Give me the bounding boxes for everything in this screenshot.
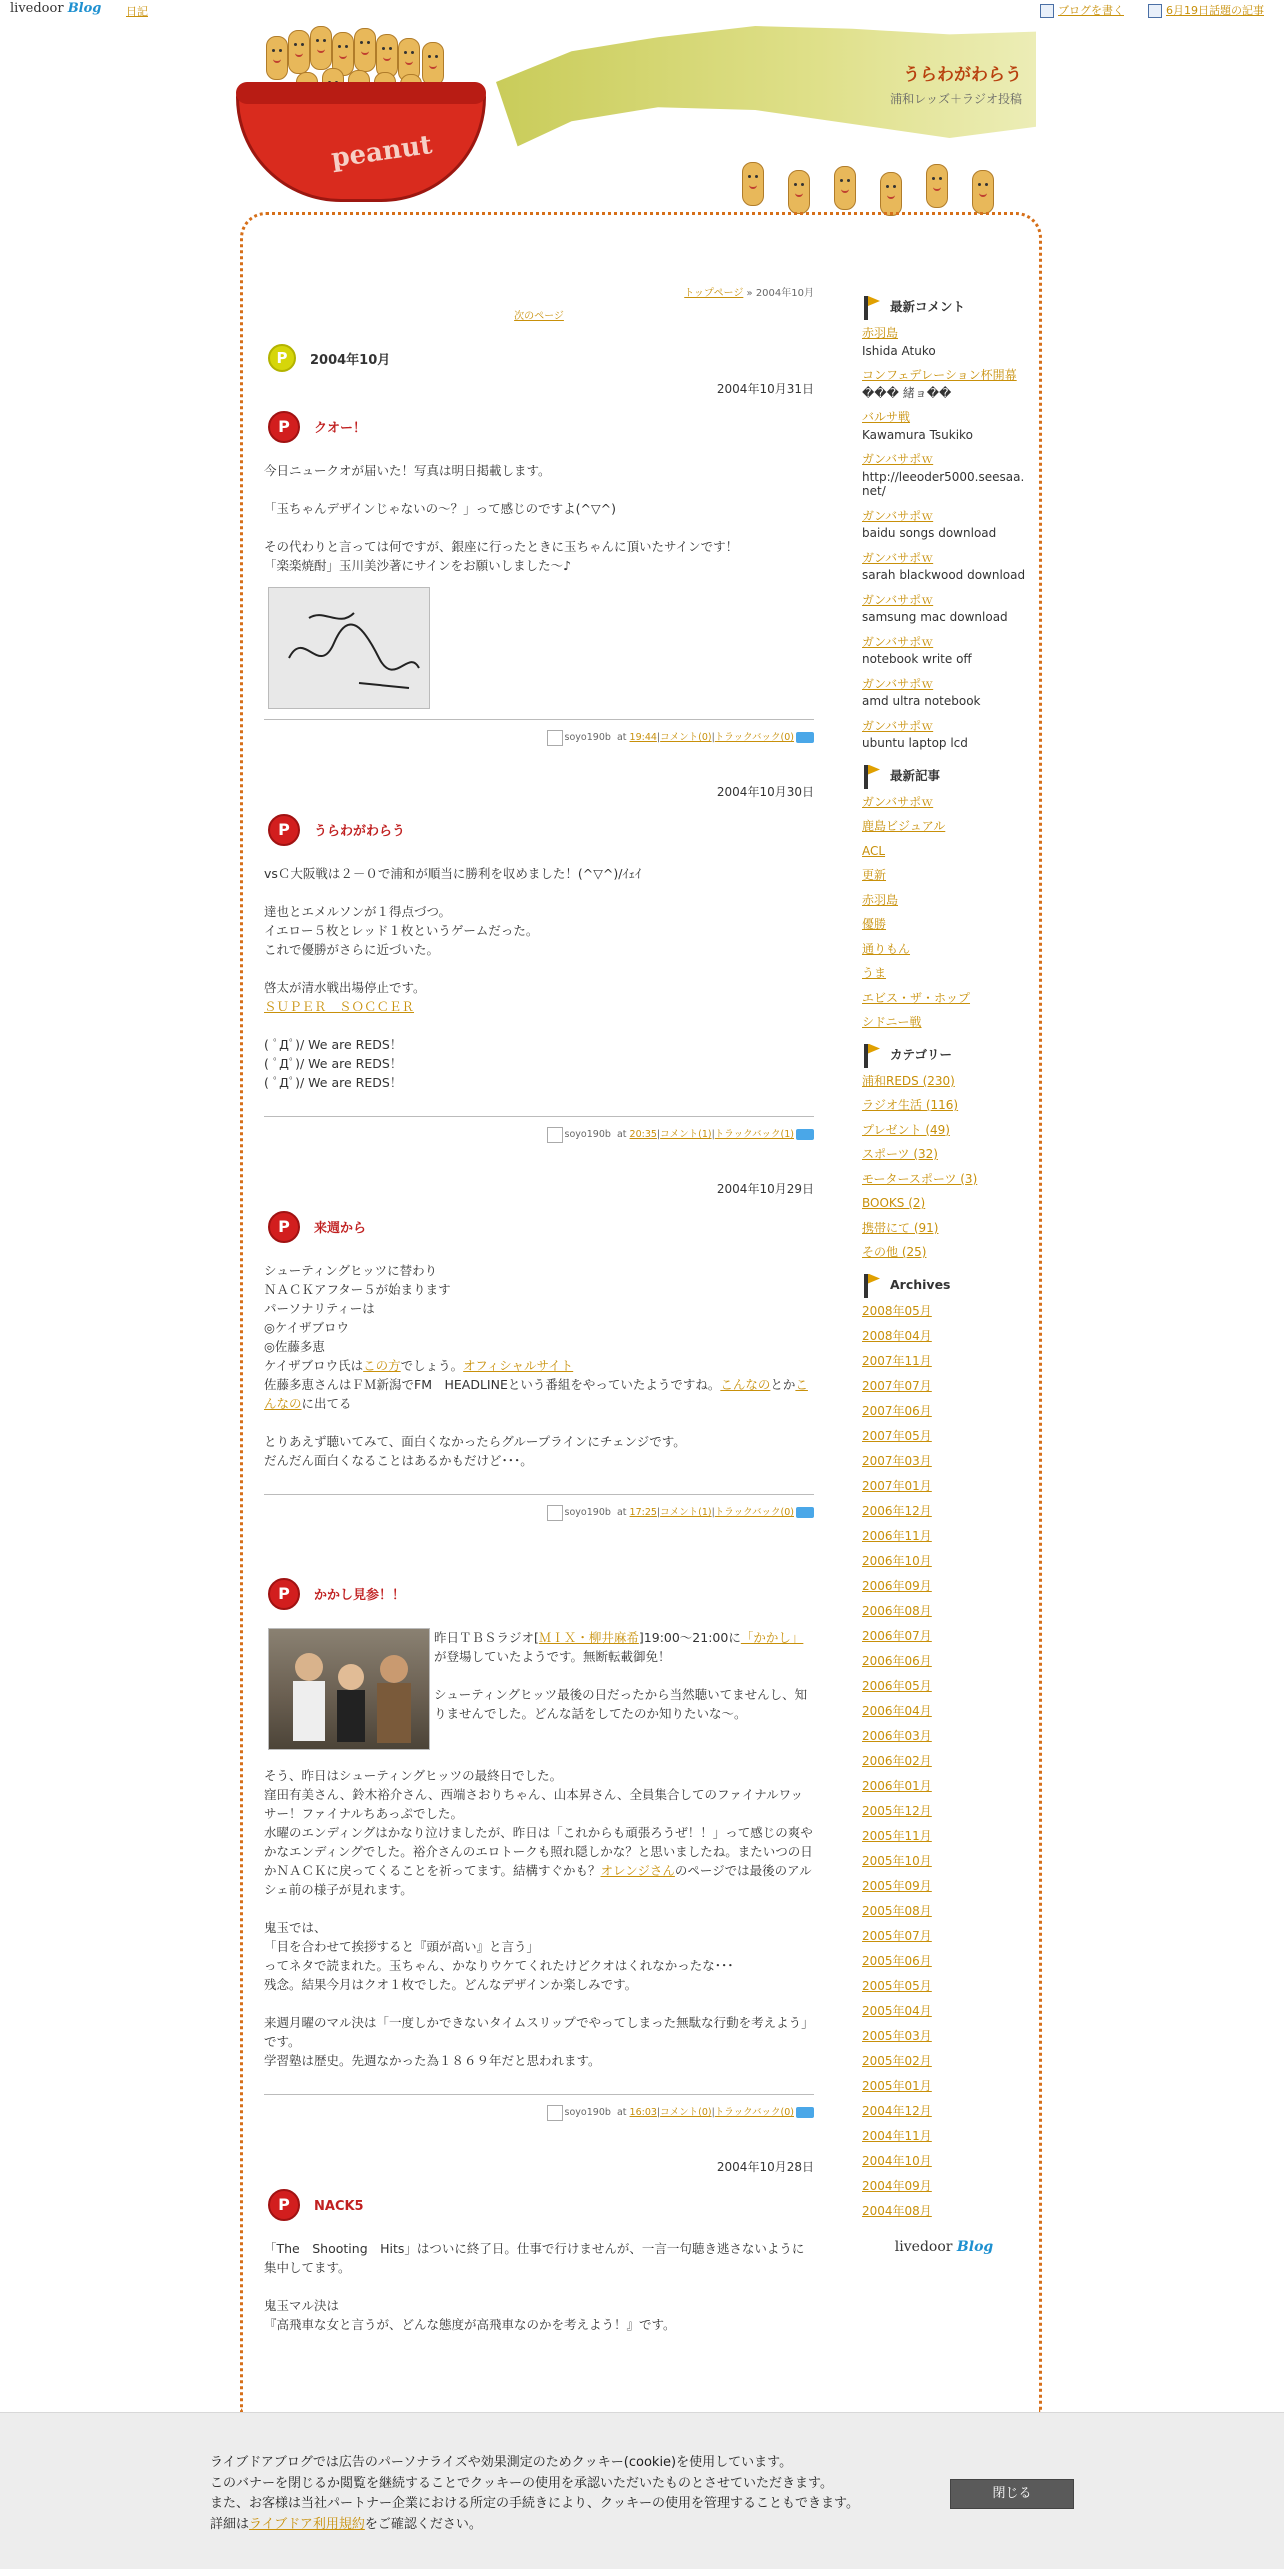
logo-text: livedoor (894, 2239, 953, 2255)
recent-comment-article-link[interactable]: バルサ戦 (862, 410, 911, 424)
categories-section (862, 1044, 1026, 1260)
post-text: ( ﾟДﾟ)/ We are REDS！ ( ﾟДﾟ)/ We are REDS！ ( ﾟДﾟ)/ We are REDS！ (264, 1037, 403, 1090)
autograph-signature-image (269, 588, 429, 708)
like-this-link[interactable]: こんなの (720, 1377, 771, 1392)
post-body: 今日ニュークオが届いた！写真は明日掲載します。 「玉ちゃんデザインじゃないの～？」って感じのですよ(^▽^) その代わりと言っては何ですが、銀座に行ったときに玉ちゃんに頂いたサインです！ 「楽楽焼酎」玉川美沙著にサインをお願いしました～♪ (264, 463, 739, 573)
recent-comment-article-link[interactable]: 赤羽島 (862, 326, 899, 340)
post-time-link[interactable]: 16:03 (629, 2107, 657, 2118)
recent-comment-article-link[interactable]: ガンバサポｗ (862, 452, 934, 466)
post-body (264, 1766, 814, 2070)
cookie-close-button[interactable]: 閉じる (950, 2479, 1074, 2509)
archive-link[interactable]: 2006年01月 (862, 1778, 932, 1793)
section-title: 最新コメント (890, 299, 966, 314)
author-icon (547, 1505, 563, 1521)
breadcrumb (264, 284, 814, 303)
main-column (264, 284, 814, 2334)
categories-list (862, 1074, 1026, 1260)
recent-comment-author: baidu songs download (862, 526, 997, 540)
mix-link[interactable]: ＭＩＸ・柳井麻希 (538, 1630, 639, 1645)
blog-post (264, 2158, 814, 2334)
write-blog-label[interactable]: ブログを書く (1058, 4, 1124, 17)
recent-comment-item (862, 509, 1026, 541)
cookie-text: また、お客様は当社パートナー企業における所定の手続きにより、クッキーの使用を管理することもできます。 (210, 2496, 859, 2511)
archive-link[interactable]: 2007年05月 (862, 1428, 932, 1443)
bowl-label: peanut (329, 130, 434, 174)
archive-link[interactable]: 2006年05月 (862, 1678, 932, 1693)
like-this-link[interactable]: こんなの (264, 1377, 808, 1411)
post-title-text[interactable]: うらわがわらう (314, 824, 406, 839)
post-photo-section (264, 1628, 814, 1796)
trending-link[interactable] (1148, 2, 1264, 18)
terms-link[interactable]: ライブドア利用規約 (249, 2516, 365, 2532)
blog-post (264, 1578, 814, 2122)
recent-comment-author: samsung mac download (862, 610, 1008, 624)
recent-comment-author: ��� 緒ョ�� (862, 385, 952, 400)
official-site-link[interactable]: オフィシャルサイト (463, 1358, 574, 1373)
archive-link[interactable]: 2006年04月 (862, 1703, 932, 1718)
breadcrumb-top-link[interactable]: トップページ (684, 288, 744, 299)
peanut-icon (422, 42, 444, 86)
recent-comment-author: Ishida Atuko (862, 343, 936, 358)
recent-comment-article-link[interactable]: ガンバサポｗ (862, 592, 934, 607)
p-badge-icon: P (268, 2189, 300, 2221)
post-body (264, 864, 814, 1092)
recent-post-link[interactable]: 鹿島ビジュアル (862, 819, 946, 833)
recent-comment-item (862, 326, 1026, 358)
post-body: 「The Shooting Hits」はついに終了日。仕事で行けませんが、一言一句聴き逃さないように集中してます。 鬼玉マル決は 『高飛車な女と言うが、どんな態度が高飛車なのかを考えよう！』です。 (264, 2241, 805, 2332)
category-link[interactable]: ラジオ生活 (116) (862, 1098, 959, 1112)
peanut-icon (834, 166, 856, 210)
p-badge-icon: P (268, 344, 296, 372)
recent-posts-section (862, 765, 1026, 1030)
orange-san-link[interactable]: オレンジさん (600, 1863, 675, 1878)
breadcrumb-current: 2004年10月 (755, 288, 814, 299)
peanut-icon (354, 28, 376, 72)
category-link[interactable]: 携帯にて (91) (862, 1220, 939, 1235)
cookie-text (210, 2515, 930, 2536)
peanut-icon (288, 30, 310, 74)
archive-link[interactable]: 2004年12月 (862, 2103, 932, 2118)
kakashi-link[interactable]: 「かかし」 (740, 1630, 804, 1645)
category-link[interactable]: 浦和REDS (230) (862, 1073, 955, 1088)
post-text: のページでは最後のアルシェ前の様子が見れます。 鬼玉では、 「目を合わせて挨拶すると『頭が高い』と言う」 ってネタで読まれた。玉ちゃん、かなりウケてくれたけどクオはくれなかったな･･･ 残念。結果今月はクオ１枚でした。どんなデザインか楽しみです。 来週月曜のマル決は「一度しかできないタイムスリップでやってしまった無駄な行動を考えよう」です。 学習塾は歴史。先週なかった為１８６９年だと思われます。 (264, 1863, 814, 2068)
flag-icon (864, 1274, 868, 1298)
archive-link[interactable]: 2006年03月 (862, 1728, 932, 1743)
archives-list (862, 1304, 1026, 2219)
post-side-text (434, 1628, 812, 1723)
post-at: at (616, 1507, 627, 1518)
recent-post-link[interactable]: シドニー戦 (862, 1015, 922, 1029)
archive-link[interactable]: 2004年10月 (862, 2153, 932, 2168)
archive-link[interactable]: 2007年07月 (862, 1378, 932, 1393)
post-title (264, 814, 814, 846)
write-blog-link[interactable] (1040, 2, 1124, 18)
post-footer: soyo190b at 17:25|コメント(1)|トラックバック(0) (264, 1494, 814, 1522)
peanut-icon (788, 170, 810, 214)
blog-header (236, 22, 1044, 232)
post-text: シューティングヒッツに替わり ＮＡＣＫアフター５が始まります パーソナリティーは ◎ケイザブロウ ◎佐藤多恵 ケイザブロウ氏は (264, 1263, 451, 1373)
archive-link[interactable]: 2008年04月 (862, 1328, 932, 1343)
category-link[interactable]: スポーツ (32) (862, 1147, 938, 1161)
clip-button-icon[interactable] (796, 1507, 814, 1518)
post-text: でしょう。 (400, 1358, 464, 1373)
post-body (264, 1261, 814, 1470)
month-heading (264, 344, 814, 374)
post-title (264, 1578, 814, 1610)
clip-button-icon[interactable] (796, 732, 814, 743)
post-text: とか (770, 1377, 796, 1392)
super-soccer-link[interactable]: ＳＵＰＥＲ ＳＯＣＣＥＲ (264, 999, 415, 1014)
post-title (264, 2189, 814, 2221)
livedoor-logo[interactable] (10, 1, 101, 16)
archive-link[interactable]: 2006年06月 (862, 1653, 932, 1668)
post-title-text[interactable]: NACK5 (314, 2199, 364, 2214)
archive-link[interactable]: 2007年01月 (862, 1478, 932, 1493)
blog-description: 浦和レッズ＋ラジオ投稿 (890, 92, 1022, 106)
recent-comment-article-link[interactable]: ガンバサポｗ (862, 508, 934, 523)
archive-link[interactable]: 2006年02月 (862, 1753, 932, 1768)
archive-link[interactable]: 2005年08月 (862, 1903, 932, 1918)
peanut-bowl-image (236, 82, 486, 202)
recent-comment-article-link[interactable]: ガンバサポｗ (862, 550, 934, 565)
post-text: vsＣ大阪戦は２－０で浦和が順当に勝利を収めました！(^▽^)/ｲｪｲ 達也とエメルソンが１得点づつ。 イエロー５枚とレッド１枚というゲームだった。 これで優勝がさらに近づいた。 啓太が清水戦出場停止です。 (264, 866, 642, 995)
recent-comment-article-link[interactable]: コンフェデレーション杯開幕 (862, 368, 1017, 382)
category-link[interactable]: BOOKS (2) (862, 1196, 926, 1210)
recent-post-link[interactable]: ガンバサポｗ (862, 794, 934, 809)
post-text: 昨日ＴＢＳラジオ[ (434, 1630, 539, 1645)
archive-link[interactable]: 2005年07月 (862, 1928, 932, 1943)
peanut-icon (880, 172, 902, 216)
next-page-link[interactable]: 次のページ (514, 311, 564, 322)
recent-comment-author: amd ultra notebook (862, 694, 981, 708)
post-text: ]19:00～21:00に (638, 1630, 741, 1645)
clip-button-icon[interactable] (796, 2107, 814, 2118)
recent-comments-section (862, 296, 1026, 751)
post-date: 2004年10月30日 (716, 785, 814, 799)
peanut-icon (926, 164, 948, 208)
section-title: カテゴリー (890, 1046, 953, 1062)
recent-comment-author: notebook write off (862, 652, 972, 666)
sidebar (862, 296, 1026, 2255)
archive-link[interactable]: 2006年11月 (862, 1528, 932, 1543)
recent-comment-author: ubuntu laptop lcd (862, 736, 968, 750)
post-text: に出てる とりあえず聴いてみて、面白くなかったらグループラインにチェンジです。 だんだん面白くなることはあるかもだけど･･･。 (264, 1396, 686, 1468)
recent-comments-list (862, 326, 1026, 751)
peanut-icon (742, 162, 764, 206)
pencil-icon (1040, 4, 1054, 18)
p-badge-icon: P (268, 814, 300, 846)
recent-post-link[interactable]: 更新 (862, 868, 887, 882)
peanut-icon (972, 170, 994, 214)
recent-posts-list (862, 795, 1026, 1030)
category-link[interactable]: プレゼント (49) (862, 1122, 950, 1137)
archive-link[interactable]: 2006年07月 (862, 1628, 932, 1643)
archive-link[interactable]: 2006年12月 (862, 1503, 932, 1518)
post-author: soyo190b (564, 2107, 611, 2118)
trackbacks-link[interactable]: トラックバック(0) (714, 1507, 794, 1518)
three-people-image (269, 1629, 429, 1749)
archive-link[interactable]: 2007年11月 (862, 1353, 932, 1368)
post-title-text[interactable]: 来週から (314, 1221, 367, 1236)
recent-posts-heading (862, 765, 1026, 795)
cookie-text: ライブドアブログでは広告のパーソナライズや効果測定のためクッキー(cookie)を使用しています。 (210, 2455, 793, 2470)
month-heading-text: 2004年10月 (310, 353, 391, 368)
post-footer: soyo190b at 19:44|コメント(0)|トラックバック(0) (264, 719, 814, 747)
blog-post (264, 380, 814, 747)
categories-heading (862, 1044, 1026, 1074)
archive-link[interactable]: 2005年02月 (862, 2053, 932, 2068)
post-text: そう、昨日はシューティングヒッツの最終日でした。 窪田有美さん、鈴木裕介さん、西端さおりちゃん、山本昇さん、全員集合してのファイナルワッサー！ファイナルちあっぷでした。 水曜のエンディングはかなり泣けましたが、昨日は「これからも頑張ろうぜ！！」って感じの爽やかなエンディングでした。裕介さんのエロトークも照れ隠しかな？と思いましたね。またいつの日かＮＡＣＫに戻ってくることを祈ってます。結構すぐかも？ (264, 1768, 813, 1878)
top-bar (0, 0, 1284, 22)
recent-post-link[interactable]: うま (862, 966, 887, 980)
trending-label[interactable]: 6月19日話題の記事 (1166, 4, 1264, 17)
breadcrumb-separator: » (743, 288, 756, 299)
recent-post-link[interactable]: 赤羽島 (862, 892, 899, 907)
p-badge-icon: P (268, 1211, 300, 1243)
archive-link[interactable]: 2004年11月 (862, 2128, 932, 2143)
post-at: at (616, 2107, 627, 2118)
post-footer: soyo190b at 20:35|コメント(1)|トラックバック(1) (264, 1116, 814, 1144)
post-date: 2004年10月29日 (716, 1182, 814, 1196)
recent-comment-article-link[interactable]: ガンバサポｗ (862, 634, 934, 649)
peanut-icon (266, 36, 288, 80)
post-author: soyo190b (564, 1507, 611, 1518)
post-time-link[interactable]: 19:44 (629, 732, 657, 743)
pagination (264, 307, 814, 326)
post-time-link[interactable]: 20:35 (629, 1129, 657, 1140)
recent-comments-heading (862, 296, 1026, 326)
comments-link[interactable]: コメント(0) (660, 732, 712, 743)
recent-post-link[interactable]: 優勝 (862, 917, 887, 931)
archive-link[interactable]: 2006年09月 (862, 1578, 932, 1593)
recent-comment-author: Kawamura Tsukiko (862, 427, 973, 442)
archives-section (862, 1274, 1026, 2219)
comments-link[interactable]: コメント(0) (660, 2107, 712, 2118)
blog-title[interactable]: うらわがわらう (903, 65, 1022, 85)
archives-heading (862, 1274, 1026, 1304)
recent-comment-item (862, 452, 1026, 499)
archive-link[interactable]: 2005年10月 (862, 1853, 932, 1868)
recent-comment-author: sarah blackwood download (862, 568, 1026, 582)
comments-link[interactable]: コメント(1) (660, 1129, 712, 1140)
section-title: Archives (890, 1276, 951, 1292)
trackbacks-link[interactable]: トラックバック(0) (714, 2107, 794, 2118)
category-link[interactable]: その他 (25) (862, 1245, 927, 1259)
archive-link[interactable]: 2007年06月 (862, 1403, 932, 1418)
author-icon (547, 1127, 563, 1143)
recent-post-link[interactable]: エビス・ザ・ホップ (862, 990, 971, 1005)
recent-comment-article-link[interactable]: ガンバサポｗ (862, 718, 934, 733)
logo-sub-text: Blog (67, 1, 102, 16)
flag-icon (864, 296, 868, 320)
logo-sub-text: Blog (956, 2239, 994, 2255)
archive-link[interactable]: 2004年08月 (862, 2203, 932, 2218)
archive-link[interactable]: 2005年12月 (862, 1803, 932, 1818)
recent-comment-item (862, 551, 1026, 583)
radio-guests-photo[interactable] (268, 1628, 430, 1750)
recent-post-link[interactable]: ACL (862, 843, 886, 858)
post-photo-wrap (264, 587, 814, 713)
archive-link[interactable]: 2005年09月 (862, 1878, 932, 1893)
peanut-icon (310, 26, 332, 70)
post-at: at (616, 1129, 627, 1140)
archive-link[interactable]: 2008年05月 (862, 1303, 932, 1318)
bowl-rim (236, 82, 486, 104)
category-link[interactable]: モータースポーツ (3) (862, 1171, 978, 1186)
logo-text: livedoor (10, 1, 64, 16)
post-title-text[interactable]: クオー！ (314, 421, 367, 436)
post-date: 2004年10月28日 (716, 2160, 814, 2174)
archive-link[interactable]: 2005年03月 (862, 2028, 932, 2043)
blog-post (264, 783, 814, 1144)
recent-comment-item (862, 677, 1026, 709)
flag-icon (864, 765, 868, 789)
post-title-text[interactable]: かかし見参！！ (314, 1588, 406, 1603)
archive-link[interactable]: 2005年06月 (862, 1953, 932, 1968)
blog-post (264, 1180, 814, 1522)
recent-comment-item (862, 410, 1026, 442)
flag-icon (864, 1044, 868, 1068)
post-author: soyo190b (564, 1129, 611, 1140)
this-person-link[interactable]: この方 (363, 1358, 401, 1373)
cookie-text-post: をご確認ください。 (364, 2516, 482, 2532)
cookie-message (210, 2453, 930, 2535)
recent-comment-item (862, 368, 1026, 400)
livedoor-blog-logo[interactable] (862, 2240, 1026, 2255)
recent-comment-item (862, 719, 1026, 751)
post-time-link[interactable]: 17:25 (629, 1507, 657, 1518)
post-at: at (616, 732, 627, 743)
p-badge-icon: P (268, 411, 300, 443)
clip-button-icon[interactable] (796, 1129, 814, 1140)
post-author: soyo190b (564, 732, 611, 743)
post-title (264, 1211, 814, 1243)
recent-comment-item (862, 635, 1026, 667)
archive-link[interactable]: 2005年05月 (862, 1978, 932, 1993)
recent-comment-article-link[interactable]: ガンバサポｗ (862, 676, 934, 691)
archive-link[interactable]: 2006年10月 (862, 1553, 932, 1568)
cookie-text: このバナーを閉じるか閲覧を継続することでクッキーの使用を承認いただいたものとさせていただきます。 (210, 2475, 833, 2491)
archive-link[interactable]: 2004年09月 (862, 2178, 932, 2193)
recent-comment-author: http://leeoder5000.seesaa.net/ (862, 469, 1025, 498)
calendar-icon (1148, 4, 1162, 18)
recent-post-link[interactable]: 通りもん (862, 941, 911, 956)
post-date: 2004年10月31日 (716, 382, 814, 396)
archive-link[interactable]: 2005年04月 (862, 2003, 932, 2018)
author-icon (547, 730, 563, 746)
cookie-banner (0, 2412, 1284, 2569)
p-badge-icon: P (268, 1578, 300, 1610)
recent-comment-item (862, 593, 1026, 625)
archive-link[interactable]: 2007年03月 (862, 1453, 932, 1468)
trackbacks-link[interactable]: トラックバック(1) (714, 1129, 794, 1140)
autograph-photo[interactable] (268, 587, 430, 709)
archive-link[interactable]: 2005年11月 (862, 1828, 932, 1843)
archive-link[interactable]: 2006年08月 (862, 1603, 932, 1618)
cookie-text-pre: 詳細は (210, 2516, 250, 2532)
post-text: 佐藤多恵さんはＦＭ新潟でFM HEADLINEという番組をやっていたようですね。 (264, 1377, 721, 1392)
archive-link[interactable]: 2005年01月 (862, 2078, 932, 2093)
author-icon (547, 2105, 563, 2121)
post-text: が登場していたようです。無断転載御免！ シューティングヒッツ最後の日だったから当然聴いてませんし、知りませんでした。どんな話をしてたのか知りたいな～。 (434, 1649, 808, 1721)
trackbacks-link[interactable]: トラックバック(0) (714, 732, 794, 743)
comments-link[interactable]: コメント(1) (660, 1507, 712, 1518)
post-footer: soyo190b at 16:03|コメント(0)|トラックバック(0) (264, 2094, 814, 2122)
section-title: 最新記事 (890, 767, 941, 783)
diary-link[interactable]: 日記 (126, 5, 148, 18)
post-title (264, 411, 814, 443)
